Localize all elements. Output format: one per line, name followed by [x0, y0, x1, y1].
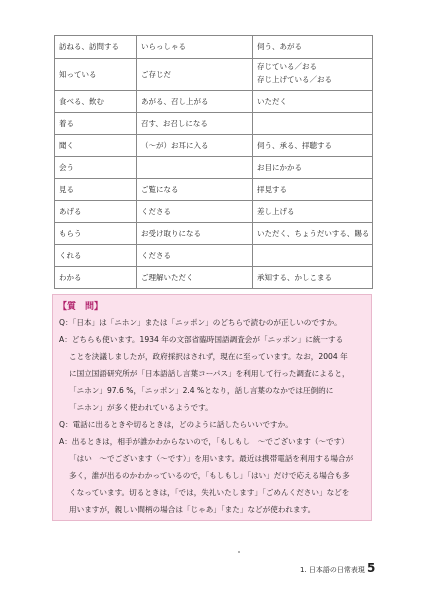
humble-form-cell	[253, 267, 373, 289]
humble-form-line: 差し上げる	[257, 206, 295, 216]
humble-form-cell	[253, 157, 373, 179]
respectful-form-cell: ご存じだ	[137, 59, 253, 91]
base-verb-cell: 会う	[55, 157, 137, 179]
respectful-form-cell	[137, 157, 253, 179]
respectful-form-cell: （〜が）お耳に入る	[137, 135, 253, 157]
qa-line: Q：「日本」は「ニホン」または「ニッポン」のどちらで読むのが正しいのですか。	[59, 318, 342, 327]
qa-box	[52, 294, 372, 521]
humble-form-line: 伺う、あがる	[257, 42, 302, 51]
qa-line: 「はい 〜でございます（〜です）」を用います。最近は携帯電話を利用する場合が	[59, 454, 354, 463]
humble-form-line	[257, 251, 368, 261]
qa-line: ことを決議しましたが，政府採択はされず，現在に至っています。なお，2004 年	[59, 352, 348, 361]
humble-form-line: 承知する、かしこまる	[257, 272, 332, 282]
keigo-table	[54, 35, 373, 289]
table-row	[55, 59, 373, 91]
table-row	[55, 91, 373, 113]
table-row	[55, 113, 373, 135]
humble-form-line: 伺う、承る、拝聴する	[257, 140, 332, 150]
base-verb-cell: 食べる、飲む	[55, 91, 137, 113]
base-verb-cell: 訪ねる、訪問する	[55, 36, 137, 59]
qa-heading: 【質 問】	[58, 302, 104, 312]
humble-form-line: いただく、ちょうだいする、賜る	[257, 228, 370, 238]
table-row	[55, 157, 373, 179]
qa-line: に国立国語研究所が「日本語話し言葉コーパス」を利用して行った調査によると，	[59, 369, 350, 378]
respectful-form-cell: ご覧になる	[137, 179, 253, 201]
humble-form-line: お目にかかる	[257, 162, 302, 172]
keigo-table-body	[55, 36, 373, 289]
base-verb-cell: 聞く	[55, 135, 137, 157]
humble-form-cell	[253, 36, 373, 59]
respectful-form-cell: くださる	[137, 245, 253, 267]
table-row	[55, 36, 373, 59]
respectful-form-cell: お受け取りになる	[137, 223, 253, 245]
humble-form-cell	[253, 201, 373, 223]
humble-form-cell	[253, 179, 373, 201]
qa-line: くなっています。切るときは，「では，失礼いたします」「ごめんください」などを	[59, 488, 350, 497]
humble-form-line: 存じている／おる	[257, 61, 317, 71]
humble-form-line	[257, 119, 368, 129]
table-row	[55, 179, 373, 201]
qa-line: A：出るときは，相手が誰かわからないので，「もしもし 〜でございます（〜です）	[59, 437, 349, 446]
table-row	[55, 135, 373, 157]
footer-chapter: 1. 日本語の日常表現	[300, 566, 365, 574]
qa-line: A：どちらも使います。1934 年の文部省臨時国語調査会が「ニッポン」に統一する	[59, 335, 344, 344]
qa-line: 多く，誰が出るのかわかっているので，「もしもし」「はい」だけで応える場合も多	[59, 471, 350, 480]
humble-form-cell	[253, 113, 373, 135]
table-row	[55, 245, 373, 267]
humble-form-line: 存じ上げている／おる	[257, 74, 332, 84]
respectful-form-cell: いらっしゃる	[137, 36, 253, 59]
qa-line: Q：電話に出るときや切るときは，どのように話したらいいですか。	[59, 420, 293, 429]
humble-form-line: 拝見する	[257, 184, 287, 194]
humble-form-line: いただく	[257, 96, 287, 106]
base-verb-cell: 知っている	[55, 59, 137, 91]
table-row	[55, 267, 373, 289]
humble-form-cell	[253, 59, 373, 91]
respectful-form-cell: ご理解いただく	[137, 267, 253, 289]
table-row	[55, 201, 373, 223]
humble-form-cell	[253, 135, 373, 157]
page-number: 5	[367, 561, 376, 575]
respectful-form-cell: あがる、召し上がる	[137, 91, 253, 113]
respectful-form-cell: 召す、お召しになる	[137, 113, 253, 135]
base-verb-cell: くれる	[55, 245, 137, 267]
qa-line: 「ニホン」97.6 %，「ニッポン」2.4 %となり，話し言葉のなかでは圧倒的に	[59, 386, 334, 395]
base-verb-cell: 着る	[55, 113, 137, 135]
base-verb-cell: 見る	[55, 179, 137, 201]
respectful-form-cell: くださる	[137, 201, 253, 223]
qa-line: 「ニホン」が多く使われているようです。	[59, 403, 213, 412]
table-row	[55, 223, 373, 245]
humble-form-cell	[253, 223, 373, 245]
ink-dot	[238, 551, 240, 553]
humble-form-cell	[253, 245, 373, 267]
base-verb-cell: もらう	[55, 223, 137, 245]
qa-line: 用いますが，親しい間柄の場合は「じゃあ」「また」などが使われます。	[59, 505, 316, 514]
base-verb-cell: あげる	[55, 201, 137, 223]
humble-form-cell	[253, 91, 373, 113]
base-verb-cell: わかる	[55, 267, 137, 289]
